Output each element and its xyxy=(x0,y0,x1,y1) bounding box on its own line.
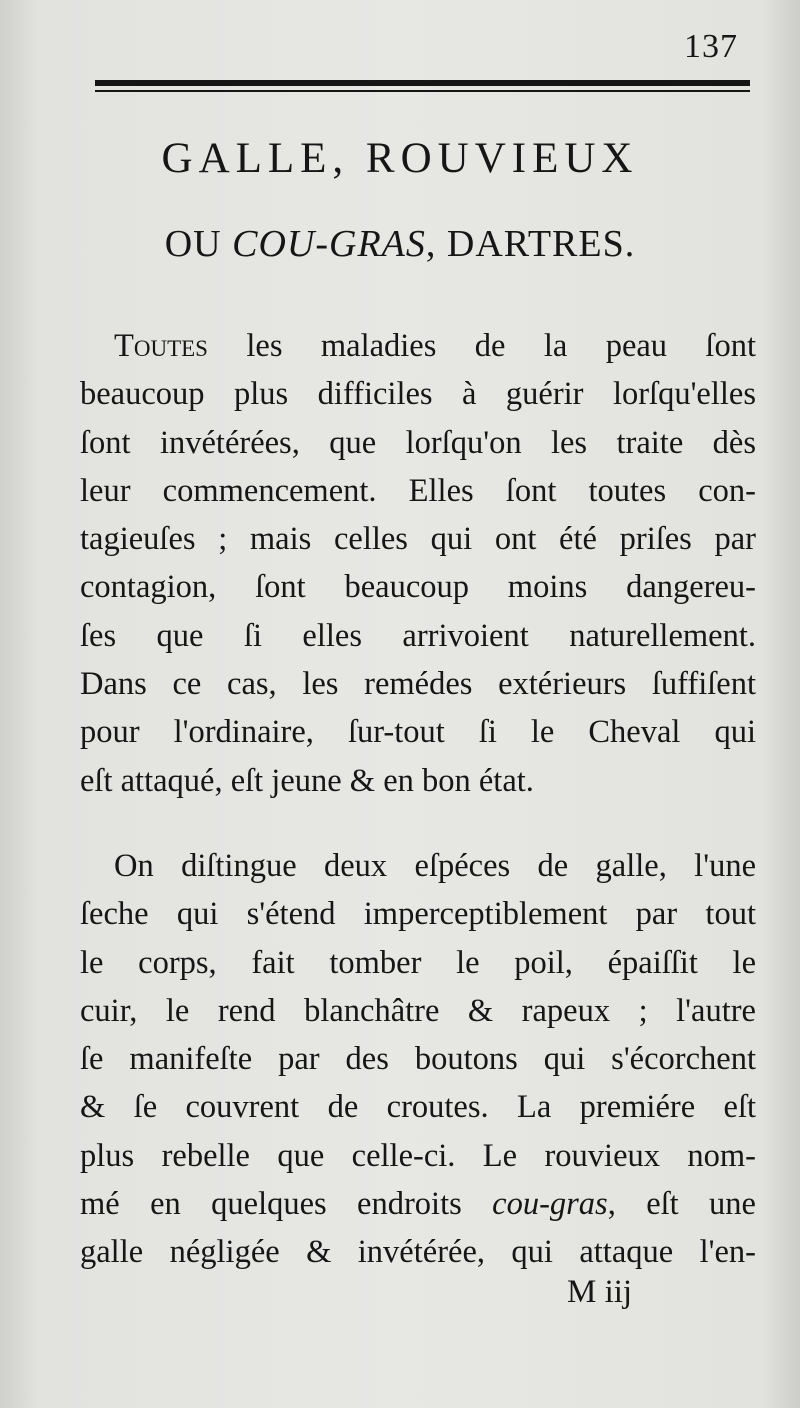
paragraph-line: On diſtingue deux eſpéces de galle, l'une xyxy=(114,848,756,884)
header-rule xyxy=(95,80,750,86)
paragraph-line: plus rebelle que celle-ci. Le rouvieux nom- xyxy=(80,1137,756,1174)
paragraph-line: ſont invétérées, que lorſqu'on les traite dès xyxy=(80,424,756,461)
paragraph-line: & ſe couvrent de croutes. La premiére eſt xyxy=(80,1089,756,1126)
paragraph-line: ſeche qui s'étend imperceptiblement par tout xyxy=(80,896,756,933)
paragraph-line: eſt attaqué, eſt jeune & en bon état. xyxy=(80,762,534,799)
paragraph-line: contagion, ſont beaucoup moins dangereu- xyxy=(80,569,756,606)
paragraph-1 xyxy=(80,322,756,805)
chapter-title-line-2 xyxy=(0,222,800,266)
chapter-title-line-1: GALLE, ROUVIEUX xyxy=(161,135,639,182)
paragraph-line: pour l'ordinaire, ſur-tout ſi le Cheval qui xyxy=(80,714,756,751)
paragraph-line: beaucoup plus difficiles à guérir lorſqu'elles xyxy=(80,376,756,413)
paragraph-line: galle négligée & invétérée, qui attaque l'en- xyxy=(80,1234,756,1271)
signature-mark: M iij xyxy=(567,1274,633,1310)
paragraph-line: tagieuſes ; mais celles qui ont été priſes par xyxy=(80,521,756,558)
paragraph-line: mé en quelques endroits cou-gras, eſt une xyxy=(80,1186,756,1223)
title-suffix: , DARTRES. xyxy=(425,223,636,265)
title-italic: COU-GRAS xyxy=(232,223,426,265)
header-rule-thin xyxy=(95,90,750,92)
paragraph-line: ſes que ſi elles arrivoient naturellement. xyxy=(80,617,756,654)
paragraph-line: cuir, le rend blanchâtre & rapeux ; l'autre xyxy=(80,992,756,1029)
paragraph-line: Dans ce cas, les remédes extérieurs ſuffiſent xyxy=(80,666,756,703)
paragraph-line: leur commencement. Elles ſont toutes con- xyxy=(80,472,756,509)
paragraph-line: ſe manifeſte par des boutons qui s'écorchent xyxy=(80,1041,756,1078)
paragraph-line: le corps, fait tomber le poil, épaiſſit le xyxy=(80,944,756,981)
paragraph-first-word: Toutes xyxy=(114,328,208,364)
title-prefix: OU xyxy=(164,223,233,265)
italic-term: cou-gras xyxy=(492,1186,608,1223)
paragraph-2 xyxy=(80,842,756,1277)
page-number: 137 xyxy=(684,28,738,65)
paragraph-line: Toutes les maladies de la peau ſont xyxy=(114,328,756,364)
